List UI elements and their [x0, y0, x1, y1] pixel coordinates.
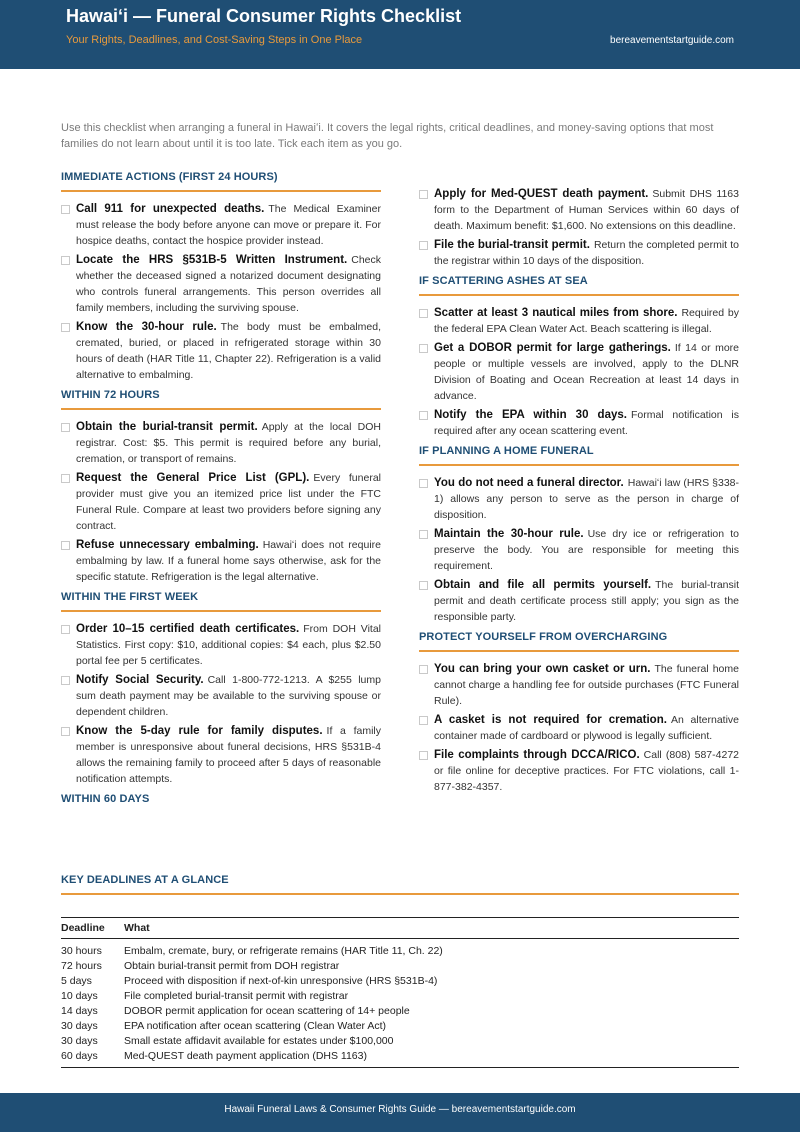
section-72-hours: [61, 389, 381, 585]
checklist-item: [419, 712, 739, 744]
checklist-item: [419, 526, 739, 574]
section-heading: WITHIN THE FIRST WEEK: [61, 591, 381, 612]
column-header-deadline: Deadline: [61, 918, 124, 939]
table-row: [61, 989, 739, 1004]
section-60-days: [419, 186, 739, 269]
checkbox[interactable]: [419, 344, 428, 353]
checklist-item: [61, 201, 381, 249]
item-title: Order 10–15 certified death certificates.: [76, 623, 300, 635]
item-title: File complaints through DCCA/RICO.: [434, 749, 640, 761]
checkbox[interactable]: [419, 241, 428, 250]
what-cell: Med-QUEST death payment application (DHS 1163): [124, 1050, 367, 1062]
checklist-item: [419, 305, 739, 337]
what-cell: Small estate affidavit available for estates under $100,000: [124, 1035, 394, 1047]
checkbox[interactable]: [419, 665, 428, 674]
checklist-item: [419, 340, 739, 404]
checklist-item: [419, 747, 739, 795]
section-heading: WITHIN 72 HOURS: [61, 389, 381, 410]
item-text: From DOH Vital Statistics. First copy: $10, additional copies: $4 each, plus $2.50 portal fee per 5 certificates.: [76, 623, 381, 667]
checkbox[interactable]: [61, 423, 70, 432]
checklist-item: [61, 470, 381, 534]
deadline-cell: 10 days: [61, 990, 98, 1002]
table-row: [61, 1049, 739, 1068]
checklist-item: [61, 319, 381, 383]
section-heading: PROTECT YOURSELF FROM OVERCHARGING: [419, 631, 739, 652]
item-text: Every funeral provider must give you an itemized price list under the FTC Funeral Rule. Compare at least two providers before signing any contract.: [76, 472, 381, 532]
section-sea: [419, 275, 739, 439]
item-text: Hawaiʻi law (HRS §338-1) allows any person to serve as the person in charge of disposition.: [434, 477, 740, 521]
page-header: [0, 0, 800, 69]
table-row: [61, 974, 739, 989]
item-title: Maintain the 30-hour rule.: [434, 528, 584, 540]
checkbox[interactable]: [419, 530, 428, 539]
item-title: Obtain and file all permits yourself.: [434, 579, 652, 591]
item-title: Refuse unnecessary embalming.: [76, 539, 259, 551]
deadlines-heading: KEY DEADLINES AT A GLANCE: [61, 874, 739, 895]
footer-text: Hawaii Funeral Laws & Consumer Rights Guide — bereavementstartguide.com: [224, 1104, 576, 1115]
item-title: Notify the EPA within 30 days.: [434, 409, 627, 421]
checklist-item: [61, 672, 381, 720]
deadline-cell: 30 days: [61, 1020, 98, 1032]
item-text: The body must be embalmed, cremated, buried, or placed in refrigerated storage within 30 hours of death (HAR Title 11, Chapter 22). Refrigeration is a valid alternative to embalming.: [76, 321, 382, 381]
deadlines-table: [61, 917, 739, 1068]
deadline-cell: 60 days: [61, 1050, 98, 1062]
section-overcharging: [419, 631, 739, 795]
checklist-item: [419, 186, 739, 234]
item-title: Request the General Price List (GPL).: [76, 472, 310, 484]
section-first-week: [61, 591, 381, 787]
left-column: [61, 171, 381, 821]
item-text: Formal notification is required after any ocean scattering event.: [434, 409, 739, 437]
checkbox[interactable]: [419, 716, 428, 725]
item-text: Call 1-800-772-1213. A $255 lump sum death payment may be available to the surviving spouse or dependent children.: [76, 674, 381, 718]
checkbox[interactable]: [419, 581, 428, 590]
item-title: File the burial-transit permit.: [434, 239, 590, 251]
checklist-item: [61, 537, 381, 585]
page-subtitle: Your Rights, Deadlines, and Cost-Saving Steps in One Place: [66, 34, 363, 46]
table-row: [61, 1004, 739, 1019]
checkbox[interactable]: [419, 751, 428, 760]
right-column: [419, 186, 739, 801]
item-text: If a family member is unresponsive about funeral decisions, HRS §531B-4 allows the remaining family to proceed after 5 days of reasonable notification attempts.: [76, 725, 381, 785]
checklist-item: [61, 419, 381, 467]
checklist-item: [419, 475, 739, 523]
what-cell: Obtain burial-transit permit from DOH registrar: [124, 960, 340, 972]
what-cell: Embalm, cremate, bury, or refrigerate remains (HAR Title 11, Ch. 22): [124, 945, 443, 957]
checkbox[interactable]: [419, 479, 428, 488]
checklist-item: [419, 661, 739, 709]
item-title: Locate the HRS §531B-5 Written Instrument.: [76, 254, 348, 266]
item-title: Get a DOBOR permit for large gatherings.: [434, 342, 671, 354]
item-text: Return the completed permit to the registrar within 10 days of the disposition.: [434, 239, 740, 267]
section-immediate: [61, 171, 381, 383]
what-cell: File completed burial-transit permit with registrar: [124, 990, 349, 1002]
page-footer: [0, 1093, 800, 1132]
checkbox[interactable]: [419, 309, 428, 318]
section-heading-60-days: WITHIN 60 DAYS: [61, 793, 150, 805]
item-text: Check whether the deceased signed a notarized document designating who controls funeral arrangements. This person overrides all family members, including the surviving spouse.: [76, 254, 381, 314]
item-text: Submit DHS 1163 form to the Department of Human Services within 60 days of death. Maximum benefit: $1,600. No extensions on this deadline.: [434, 188, 739, 232]
item-title: Apply for Med-QUEST death payment.: [434, 188, 649, 200]
checklist-item: [61, 723, 381, 787]
checkbox[interactable]: [61, 205, 70, 214]
checkbox[interactable]: [61, 474, 70, 483]
deadlines-section: [61, 874, 739, 1068]
item-text: The burial-transit permit and death certificate process still apply; you sign as the responsible party.: [434, 579, 740, 623]
item-text: Required by the federal EPA Clean Water Act. Beach scattering is illegal.: [434, 307, 739, 335]
item-title: A casket is not required for cremation.: [434, 714, 667, 726]
checklist-item: [61, 621, 381, 669]
section-home-funeral: [419, 445, 739, 625]
section-heading: IF PLANNING A HOME FUNERAL: [419, 445, 739, 466]
section-heading: IMMEDIATE ACTIONS (FIRST 24 HOURS): [61, 171, 381, 192]
item-title: Obtain the burial-transit permit.: [76, 421, 258, 433]
item-text: An alternative container made of cardboard or plywood is legally sufficient.: [434, 714, 739, 742]
item-title: You do not need a funeral director.: [434, 477, 624, 489]
item-text: Call (808) 587-4272 or file online for deceptive practices. For FTC violations, call 1-877-382-4357.: [434, 749, 739, 793]
item-title: Notify Social Security.: [76, 674, 204, 686]
page-title: Hawaiʻi — Funeral Consumer Rights Checklist: [66, 6, 462, 26]
deadline-cell: 30 hours: [61, 945, 102, 957]
checkbox[interactable]: [61, 323, 70, 332]
item-text: If 14 or more people or multiple vessels are involved, apply to the DLNR Division of Boating and Ocean Recreation at least 14 days in advance.: [434, 342, 739, 402]
what-cell: EPA notification after ocean scattering (Clean Water Act): [124, 1020, 387, 1032]
deadline-cell: 14 days: [61, 1005, 98, 1017]
checkbox[interactable]: [61, 256, 70, 265]
item-text: Hawaiʻi does not require embalming by law. If a funeral home says otherwise, ask for the specific statute. Refrigeration is the legal alternative.: [76, 539, 381, 583]
deadline-cell: 5 days: [61, 975, 92, 987]
checklist-item: [61, 252, 381, 316]
checkbox[interactable]: [419, 411, 428, 420]
checkbox[interactable]: [61, 676, 70, 685]
deadline-cell: 30 days: [61, 1035, 98, 1047]
item-title: Scatter at least 3 nautical miles from shore.: [434, 307, 678, 319]
checklist-item: [419, 407, 739, 439]
item-text: Apply at the local DOH registrar. Cost: $5. This permit is required before any burial, cremation, or transport of remains.: [76, 421, 381, 465]
checklist-item: [419, 237, 739, 269]
intro-text: Use this checklist when arranging a funeral in Hawaiʻi. It covers the legal rights, critical deadlines, and money-saving options that most families do not learn about until it is too late. Tick each item as you go.: [61, 122, 714, 150]
table-row: [61, 939, 739, 960]
table-header-row: [61, 918, 739, 939]
checkbox[interactable]: [419, 190, 428, 199]
checkbox[interactable]: [61, 727, 70, 736]
item-title: Know the 30-hour rule.: [76, 321, 217, 333]
deadlines-table-body: [61, 939, 739, 1068]
item-text: The Medical Examiner must release the body before anyone can move or prepare it. For hospice deaths, contact the hospice provider instead.: [76, 203, 381, 247]
table-row: [61, 1034, 739, 1049]
item-title: Know the 5-day rule for family disputes.: [76, 725, 323, 737]
checkbox[interactable]: [61, 541, 70, 550]
site-link[interactable]: bereavementstartguide.com: [610, 35, 734, 46]
deadline-cell: 72 hours: [61, 960, 102, 972]
section-heading: IF SCATTERING ASHES AT SEA: [419, 275, 739, 296]
item-title: Call 911 for unexpected deaths.: [76, 203, 265, 215]
table-row: [61, 1019, 739, 1034]
checklist-item: [419, 577, 739, 625]
what-cell: Proceed with disposition if next-of-kin unresponsive (HRS §531B-4): [124, 975, 438, 987]
item-text: Use dry ice or refrigeration to preserve the body. You are responsible for meeting this requirement.: [434, 528, 739, 572]
column-header-what: What: [124, 918, 739, 939]
table-row: [61, 959, 739, 974]
what-cell: DOBOR permit application for ocean scattering of 14+ people: [124, 1005, 410, 1017]
checkbox[interactable]: [61, 625, 70, 634]
item-title: You can bring your own casket or urn.: [434, 663, 651, 675]
item-text: The funeral home cannot charge a handling fee for outside purchases (FTC Funeral Rule).: [434, 663, 739, 707]
